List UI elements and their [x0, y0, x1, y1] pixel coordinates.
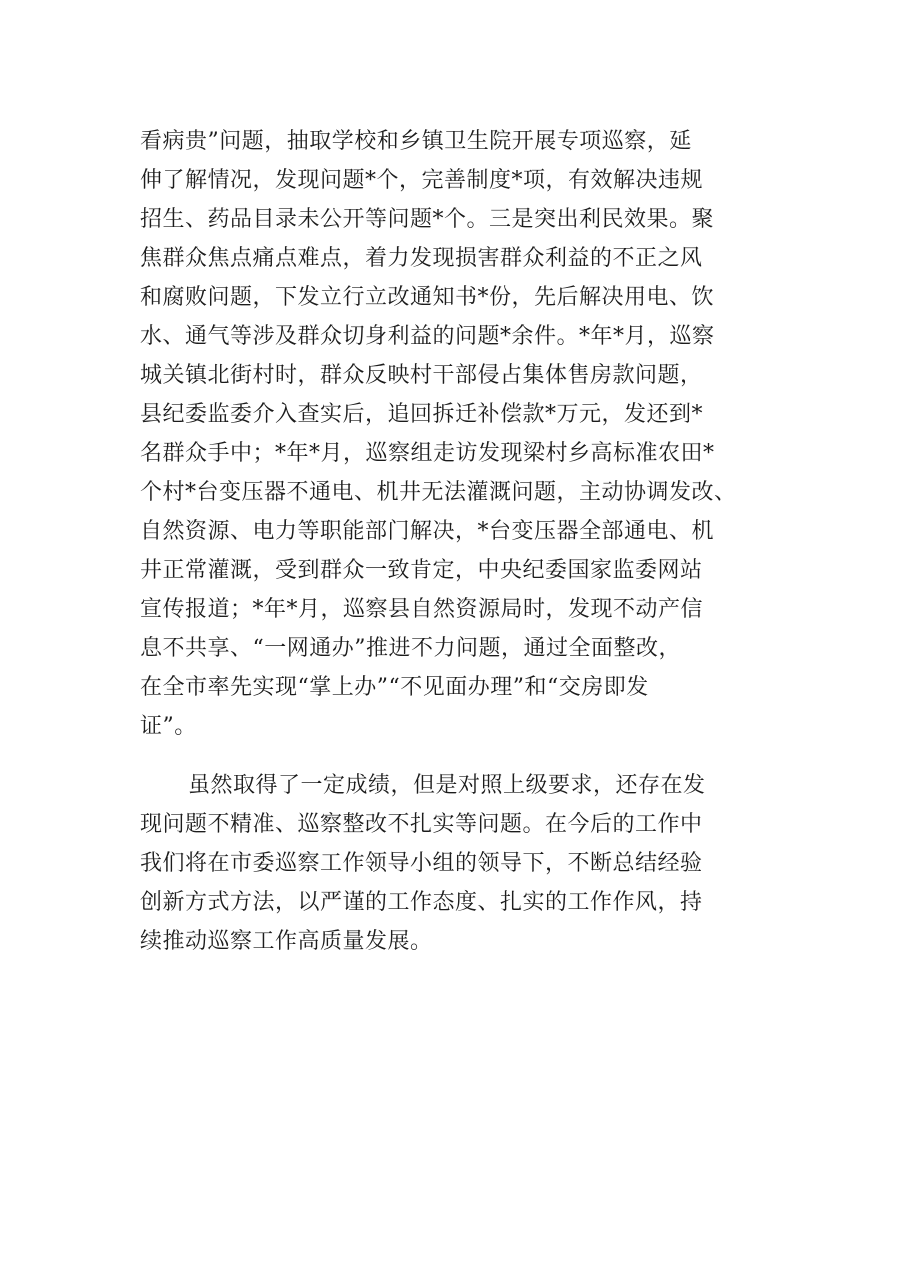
text-line: 名群众手中；*年*月，巡察组走访发现梁村乡高标准农田* — [140, 441, 715, 466]
text-line: 个村*台变压器不通电、机井无法灌溉问题，主动协调发改、 — [140, 480, 737, 505]
text-line: 现问题不精准、巡察整改不扎实等问题。在今后的工作中 — [140, 812, 703, 837]
text-line: 续推动巡察工作高质量发展。 — [140, 929, 433, 954]
paragraph-spacer — [140, 746, 780, 766]
text-line: 创新方式方法，以严谨的工作态度、扎实的工作作风，持 — [140, 890, 703, 915]
text-line: 证”。 — [140, 714, 197, 739]
text-line: 宣传报道；*年*月，巡察县自然资源局时，发现不动产信 — [140, 597, 704, 622]
text-line: 自然资源、电力等职能部门解决，*台变压器全部通电、机 — [140, 519, 715, 544]
text-line: 虽然取得了一定成绩，但是对照上级要求，还存在发 — [188, 773, 706, 798]
paragraph-2 — [140, 766, 780, 961]
text-line: 县纪委监委介入查实后，追回拆迁补偿款*万元，发还到* — [140, 402, 704, 427]
paragraph-1 — [140, 122, 780, 746]
text-line: 在全市率先实现“掌上办”“不见面办理”和“交房即发 — [140, 675, 649, 700]
text-line: 水、通气等涉及群众切身利益的问题*余件。*年*月，巡察 — [140, 324, 715, 349]
text-line: 城关镇北街村时，群众反映村干部侵占集体售房款问题， — [140, 363, 703, 388]
text-line: 看病贵”问题，抽取学校和乡镇卫生院开展专项巡察，延 — [140, 129, 692, 154]
text-line: 伸了解情况，发现问题*个，完善制度*项，有效解决违规 — [140, 168, 704, 193]
text-line: 息不共享、“一网通办”推进不力问题，通过全面整改， — [140, 636, 681, 661]
document-body — [140, 122, 780, 961]
text-line: 焦群众焦点痛点难点，着力发现损害群众利益的不正之风 — [140, 246, 703, 271]
text-line: 我们将在市委巡察工作领导小组的领导下，不断总结经验 — [140, 851, 703, 876]
text-line: 井正常灌溉，受到群众一致肯定，中央纪委国家监委网站 — [140, 558, 703, 583]
text-line: 招生、药品目录未公开等问题*个。三是突出利民效果。聚 — [140, 207, 715, 232]
text-line: 和腐败问题，下发立行立改通知书*份，先后解决用电、饮 — [140, 285, 715, 310]
